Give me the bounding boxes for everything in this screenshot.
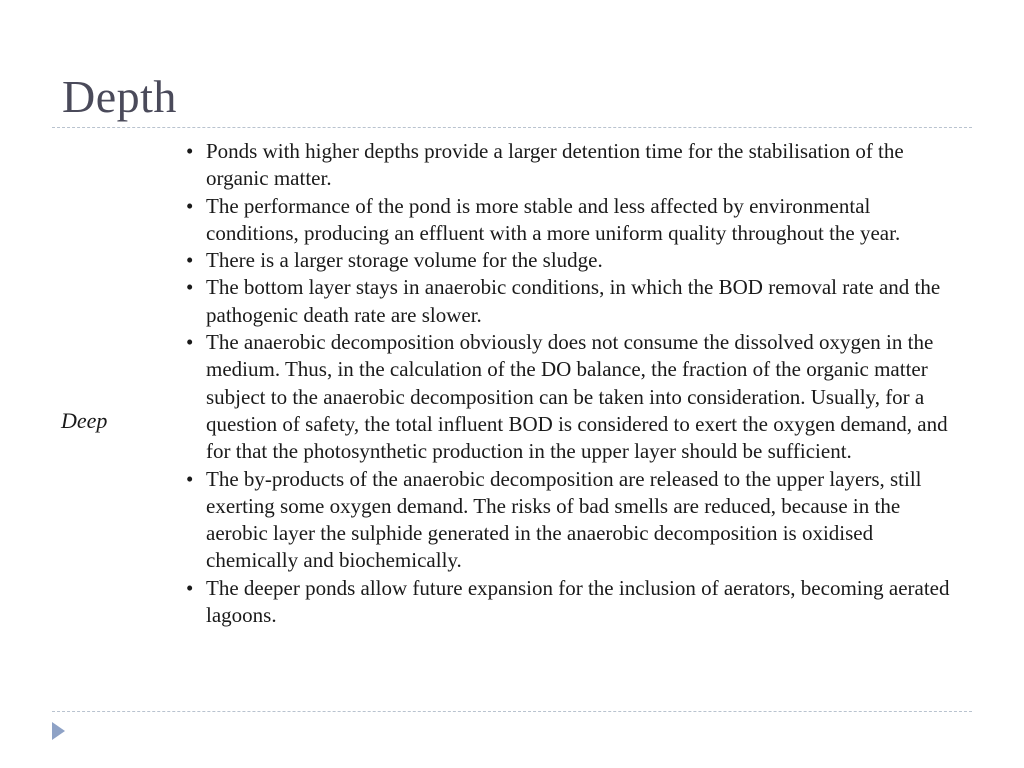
slide-title: Depth — [62, 71, 177, 122]
play-triangle-icon[interactable] — [52, 722, 65, 740]
bullet-item: • Ponds with higher depths provide a larger detention time for the stabilisation of the organic matter. — [186, 138, 956, 193]
bullet-item: • There is a larger storage volume for the sludge. — [186, 247, 956, 274]
bullet-list — [186, 138, 956, 629]
bullet-item: • The anaerobic decomposition obviously does not consume the dissolved oxygen in the medium. Thus, in the calculation of the DO balance, the fraction of the organic matter subject to the anaerobic decomposition can be taken into consideration. Usually, for a question of safety, the total influent BOD is considered to exert the oxygen demand, and for that the photosynthetic production in the upper layer should be sufficient. — [186, 329, 956, 465]
bullet-item: • The performance of the pond is more stable and less affected by environmental conditions, producing an effluent with a more uniform quality throughout the year. — [186, 193, 956, 248]
bullet-item: • The bottom layer stays in anaerobic conditions, in which the BOD removal rate and the pathogenic death rate are slower. — [186, 274, 956, 329]
title-divider — [52, 127, 972, 128]
row-label-deep: Deep — [61, 408, 108, 433]
bullet-item: • The by-products of the anaerobic decomposition are released to the upper layers, still exerting some oxygen demand. The risks of bad smells are reduced, because in the aerobic layer the sulphide generated in the anaerobic decomposition is oxidised chemically and biochemically. — [186, 466, 956, 575]
bullet-item: • The deeper ponds allow future expansion for the inclusion of aerators, becoming aerated lagoons. — [186, 575, 956, 630]
footer-divider — [52, 711, 972, 712]
